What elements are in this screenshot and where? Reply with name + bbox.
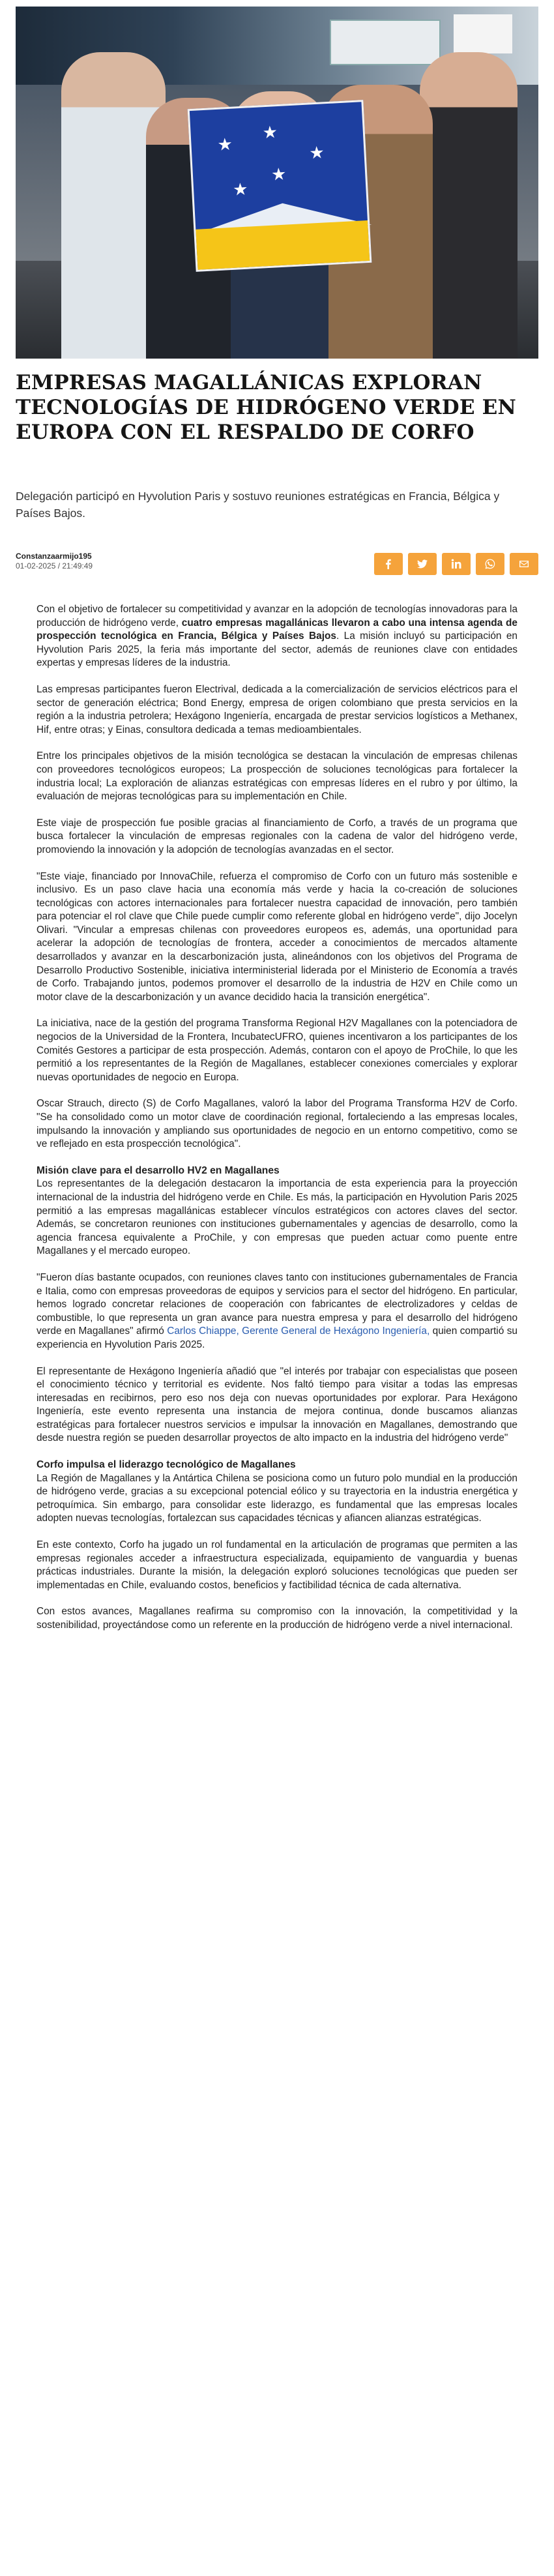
paragraph: "Fueron días bastante ocupados, con reuniones claves tanto con instituciones gubernamentales de Francia e Italia, como con empresas proveedoras de equipos y servicios para el sector del hidrógeno. En particular, hemos logrado concretar relaciones de cooperación con fabricantes de electrolizadores y celdas de combustible, lo que representa un gran avance para nuestra empresa y para el desarrollo del hidrógeno verde en Magallanes" afirmó Carlos Chiappe, Gerente General de Hexágono Ingeniería, quien compartió su experiencia en Hyvolution Paris 2025.: [36, 1271, 518, 1350]
share-email-button[interactable]: [510, 553, 538, 575]
paragraph: Este viaje de prospección fue posible gracias al financiamiento de Corfo, a través de un programa que busca fortalecer la vinculación de empresas regionales con la cadena de valor del hidrógeno verde, promoviendo la innovación y la adopción de tecnologías avanzadas en el sector.: [36, 817, 518, 855]
paragraph: La iniciativa, nace de la gestión del programa Transforma Regional H2V Magallanes con la potenciadora de negocios de la Universidad de la Frontera, IncubatecUFRO, quienes incentivaron a los participantes de los Comités Gestores a participar de esta prospección. Además, contaron con el apoyo de ProChile, lo que les permitió a los representantes de la Región de Magallanes, establecer conexiones comerciales y explorar nuevas oportunidades de negocio en Europa.: [36, 1018, 518, 1083]
share-bar: [374, 553, 538, 575]
person: [420, 52, 518, 359]
hero-photo: [16, 7, 538, 359]
facebook-icon: [383, 559, 394, 569]
article-body: [36, 603, 518, 1646]
paragraph: La Región de Magallanes y la Antártica Chilena se posiciona como un futuro polo mundial en la producción de hidrógeno verde, gracias a su excepcional potencial eólico y su trayectoria en la industria energética y petroquímica. Sin embargo, para consolidar este liderazgo, es fundamental que las empresas locales adopten nuevas tecnologías, fortalezcan sus capacidades técnicas y afiancen alianzas estratégicas.: [36, 1472, 518, 1524]
flag-yellow-band: [196, 220, 370, 270]
section-heading: Corfo impulsa el liderazgo tecnológico de Magallanes: [36, 1459, 296, 1471]
share-twitter-button[interactable]: [408, 553, 437, 575]
article-subtitle: Delegación participó en Hyvolution Paris y sostuvo reuniones estratégicas en Francia, Bélgica y Países Bajos.: [16, 490, 500, 520]
paragraph: Entre los principales objetivos de la misión tecnológica se destacan la vinculación de empresas chilenas con proveedores tecnológicos europeos; La prospección de soluciones tecnológicas para fortalecer la industria local; La exploración de alianzas estratégicas con empresas líderes en el rubro y por último, la evaluación de mejoras tecnológicas para su implementación en Chile.: [36, 750, 518, 803]
linkedin-icon: [451, 559, 461, 569]
booth-sign: [330, 20, 441, 65]
paragraph: Las empresas participantes fueron Electrival, dedicada a la comercialización de servicios eléctricos para el sector de generación eléctrica; Bond Energy, empresa de origen colombiano que presta servicios en la región a la industria petrolera; Hexágono Ingeniería, encargada de prestar servicios logísticos a Methanex, Hif, entre otras; y Einas, consultora dedicada a temas medioambientales.: [36, 683, 518, 735]
article-title: EMPRESAS MAGALLÁNICAS EXPLORAN TECNOLOGÍAS DE HIDRÓGENO VERDE EN EUROPA CON EL RESPALDO DE CORFO: [16, 371, 517, 444]
author-name[interactable]: Constanzaarmijo195: [16, 552, 92, 561]
paragraph: En este contexto, Corfo ha jugado un rol fundamental en la articulación de programas que permiten a las empresas regionales acceder a infraestructura especializada, equipamiento de vanguardia y buenas prácticas industriales. Durante la misión, la delegación exploró soluciones tecnológicas que pueden ser implementadas en Chile, evaluando costos, beneficios y factibilidad técnica de cada alternativa.: [36, 1539, 518, 1591]
twitter-icon: [417, 559, 428, 569]
paragraph: "Este viaje, financiado por InnovaChile, refuerza el compromiso de Corfo con un futuro más sostenible e inclusivo. Es un paso clave hacia una economía más verde y hacia la co-creación de soluciones tecnológicas con actores internacionales para fortalecer nuestra capacidad de innovación, pero también para potenciar el rol clave que Chile puede cumplir como referente global en hidrógeno verde", dijo Jocelyn Olivari. "Vincular a empresas chilenas con proveedores europeos es, además, una oportunidad para acelerar la adopción de tecnologías de frontera, acceder a conocimientos de mercados altamente desarrollados y avanzar en la descarbonización justa, alineándonos con los objetivos del Programa de Desarrollo Productivo Sostenible, iniciativa interministerial liderada por el Ministerio de Economía a través de Corfo. Trabajando juntos, podemos promover el desarrollo de la industria de H2V en Chile como un motor clave de la descarbonización y un avance decidido hacia la transición energética".: [36, 870, 518, 1003]
share-linkedin-button[interactable]: [442, 553, 471, 575]
email-icon: [519, 559, 529, 569]
quote-author-link[interactable]: Carlos Chiappe, Gerente General de Hexágono Ingeniería,: [167, 1325, 430, 1337]
paragraph: Oscar Strauch, directo (S) de Corfo Magallanes, valoró la labor del Programa Transforma H2V de Corfo. "Se ha consolidado como un motor clave de coordinación regional, fortaleciendo a las empresas locales, impulsando la innovación y ampliando sus oportunidades de negocio en un entorno competitivo, como se ve reflejado en esta prospección tecnológica".: [36, 1098, 518, 1150]
section-heading: Misión clave para el desarrollo HV2 en Magallanes: [36, 1164, 280, 1176]
whatsapp-icon: [485, 559, 495, 569]
share-facebook-button[interactable]: [374, 553, 403, 575]
paragraph: Con estos avances, Magallanes reafirma su compromiso con la innovación, la competitividad y la sostenibilidad, proyectándose como un referente en la producción de hidrógeno verde a nivel internacional.: [36, 1606, 518, 1631]
paragraph: Con el objetivo de fortalecer su competitividad y avanzar en la adopción de tecnologías innovadoras para la producción de hidrógeno verde, cuatro empresas magallánicas llevaron a cabo una intensa agenda de prospección tecnológica en Francia, Bélgica y Países Bajos. La misión incluyó su participación en Hyvolution Paris 2025, la feria más importante del sector, además de reuniones clave con entidades expertas y empresas líderes de la industria.: [36, 604, 518, 669]
publish-date: 01-02-2025 / 21:49:49: [16, 561, 93, 570]
article-meta: [16, 552, 93, 571]
share-whatsapp-button[interactable]: [476, 553, 504, 575]
magallanes-flag: ★ ★ ★ ★ ★: [188, 100, 372, 272]
booth-sign: [454, 14, 512, 53]
paragraph: Los representantes de la delegación destacaron la importancia de esta experiencia para la proyección internacional de la industria del hidrógeno verde en Chile. Es más, la participación en Hyvolution Paris 2025 permitió a las empresas magallánicas establecer vínculos estratégicos con actores claves del sector. Además, se concretaron reuniones con instituciones gubernamentales y agencias de desarrollo, como la agencia francesa equivalente a ProChile, y con empresas que pueden actuar como puente entre Magallanes y el mercado europeo.: [36, 1178, 518, 1257]
paragraph: El representante de Hexágono Ingeniería añadió que "el interés por trabajar con especialistas que poseen el conocimiento técnico y territorial es evidente. Nos faltó tiempo para visitar a todas las empresas interesadas en recibirnos, pero eso nos deja con nuevas oportunidades por explorar. Para Hexágono Ingeniería, este evento representa una instancia de mejora continua, donde buscamos alianzas estratégicas para fortalecer nuestros servicios e impulsar la innovación en Magallanes, demostrando que desde nuestra región se pueden desarrollar proyectos de alto impacto en la industria del hidrógeno verde": [36, 1365, 518, 1444]
